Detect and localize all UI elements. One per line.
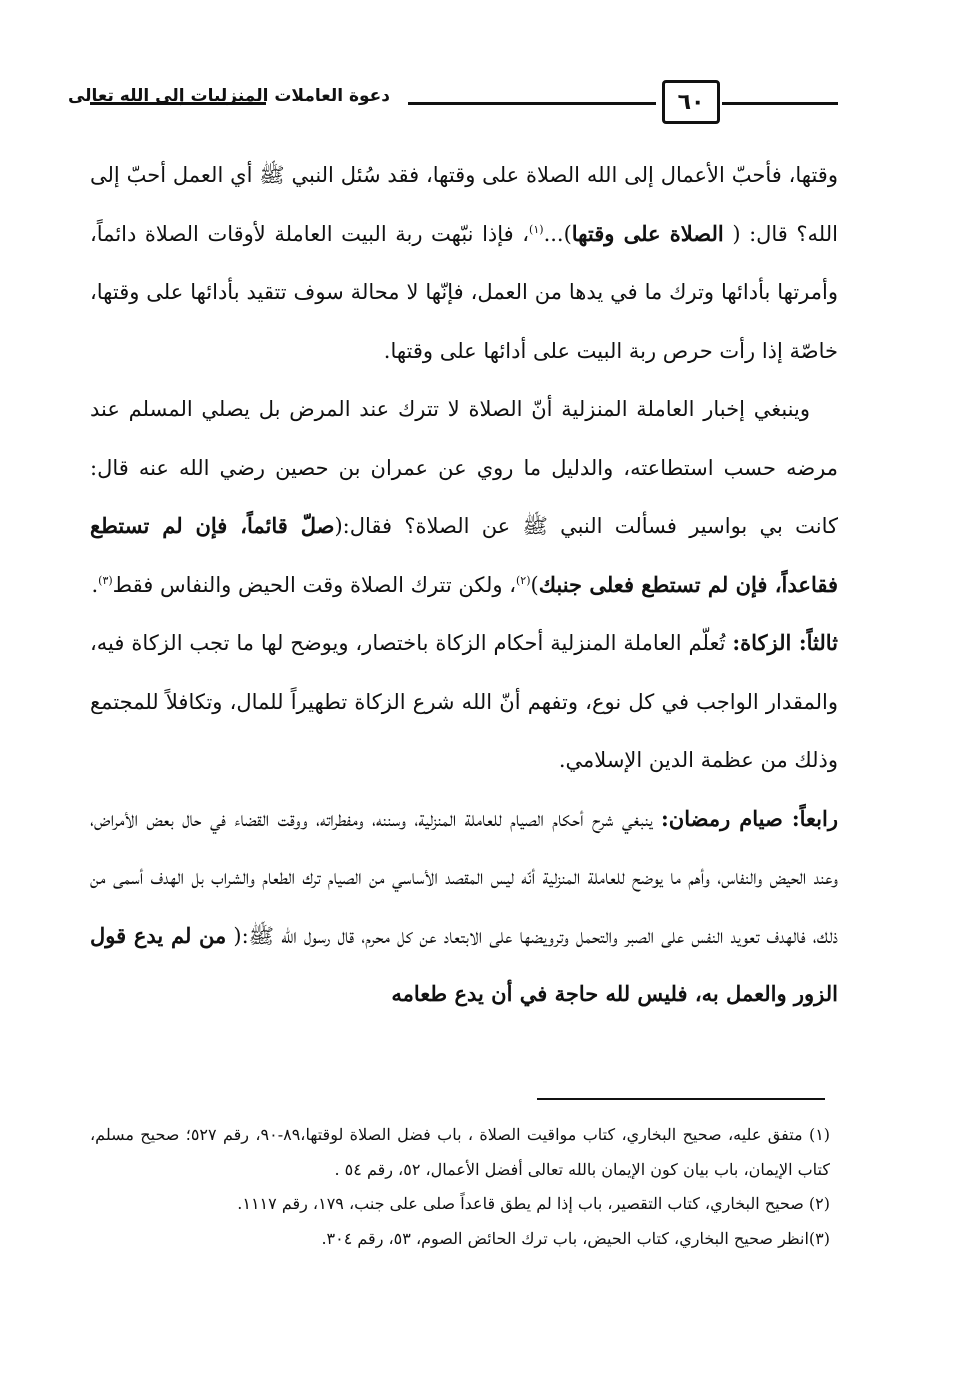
- text-span: تُعلّم العاملة المنزلية أحكام الزكاة باختصار، ويوضح لها ما تجب الزكاة فيه، والمقدار الواجب في كل نوع، وتفهم أنّ الله شرع الزكاة تطهيراً للمال، وتكافلاً للمجتمع وذلك من عظمة الدين الإسلامي.: [90, 631, 838, 772]
- paragraph-prayer-time: [90, 146, 838, 380]
- text-span: وقتها، فأحبّ الأعمال إلى الله الصلاة على وقتها، فقد سُئل النبي ﷺ أي العمل أحبّ إلى الله؟ قال: (: [90, 163, 838, 246]
- footnote-2: (٢) صحيح البخاري، كتاب التقصير، باب إذا لم يطق قاعداً صلى على جنب، ١٧٩، رقم ١١١٧.: [237, 1194, 830, 1213]
- text-span: .: [91, 572, 99, 597]
- page-number-badge: [662, 80, 720, 124]
- text-span: )...: [543, 221, 572, 246]
- text-span: ، فإذا نبّهت ربة البيت العاملة لأوقات الصلاة دائماً، وأمرتها بأدائها وترك ما في يدها من العمل، فإنّها لا محالة سوف تتقيد بأدائها على وقتها، خاصّة إذا رأت حرص ربة البيت على أدائها على وقتها.: [90, 221, 838, 363]
- section-heading-fasting: رابعاً: صيام رمضان:: [661, 805, 839, 831]
- footnote-3: (٣)انظر صحيح البخاري، كتاب الحيض، باب ترك الحائض الصوم، ٥٣، رقم ٣٠٤.: [321, 1228, 830, 1248]
- paragraph-fasting: [90, 790, 838, 1024]
- text-span: وينبغي إخبار العاملة المنزلية أنّ الصلاة لا تترك عند المرض بل يصلي المسلم عند مرضه حسب استطاعته، والدليل ما روي عن عمران بن حصين رضي الله عنه قال: كانت بي بواسير فسألت النبي ﷺ عن الصلاة؟ فقال:(: [90, 397, 838, 538]
- section-heading-zakat: ثالثاً: الزكاة:: [732, 630, 838, 655]
- hadith-quote: الصلاة على وقتها: [571, 220, 724, 246]
- header-rule-middle: [408, 102, 656, 105]
- running-header: [67, 72, 838, 134]
- text-span: ينبغي شرح أحكام الصيام للعاملة المنزلية، وسننه، ومفطراته، ووقت القضاء في حال بعض الأمراض، وعند الحيض والنفاس، وأهم ما يوضح للعاملة المنزلية أنّه ليس المقصد الأساسي من الصيام ترك الطعام والشراب بل الهدف أسمى من ذلك، فالهدف تعويد النفس على الصبر والتحمل وترويضها على الابتعاد عن كل محرم، قال رسول الله ﷺ:(: [90, 806, 838, 948]
- footnote-1: (١) متفق عليه، صحيح البخاري، كتاب مواقيت الصلاة ، باب فضل الصلاة لوقتها،٨٩-٩٠، رقم ٥٢٧؛ صحيح مسلم، كتاب الإيمان، باب بيان كون الإيمان بالله تعالى أفضل الأعمال، ٥٢، رقم ٥٤ .: [90, 1125, 831, 1179]
- header-rule-right: [722, 102, 838, 105]
- footnote-ref-1: (١): [529, 222, 544, 236]
- main-text: [90, 146, 838, 1024]
- page-number: ٦٠: [677, 89, 705, 115]
- hadith-quote: من لم يدع قول الزور والعمل به، فليس لله حاجة في أن يدع طعامه: [90, 922, 838, 1006]
- paragraph-prayer-illness: [90, 380, 838, 614]
- footnote-separator: [537, 1098, 825, 1100]
- footnote-ref-2: (٢): [515, 573, 531, 587]
- text-span: ): [530, 572, 539, 597]
- footnote-ref-3: (٣): [98, 573, 113, 587]
- hadith-quote: صلّ قائماً، فإن لم تستطع فقاعداً، فإن لم تستطع فعلى جنبك: [90, 513, 838, 597]
- paragraph-zakat: [90, 614, 838, 790]
- text-span: ، ولكن تترك الصلاة وقت الحيض والنفاس فقط: [112, 572, 516, 597]
- footnotes: [90, 1118, 830, 1256]
- running-title: دعوة العاملات المنزليات إلى الله تعالى: [67, 86, 390, 106]
